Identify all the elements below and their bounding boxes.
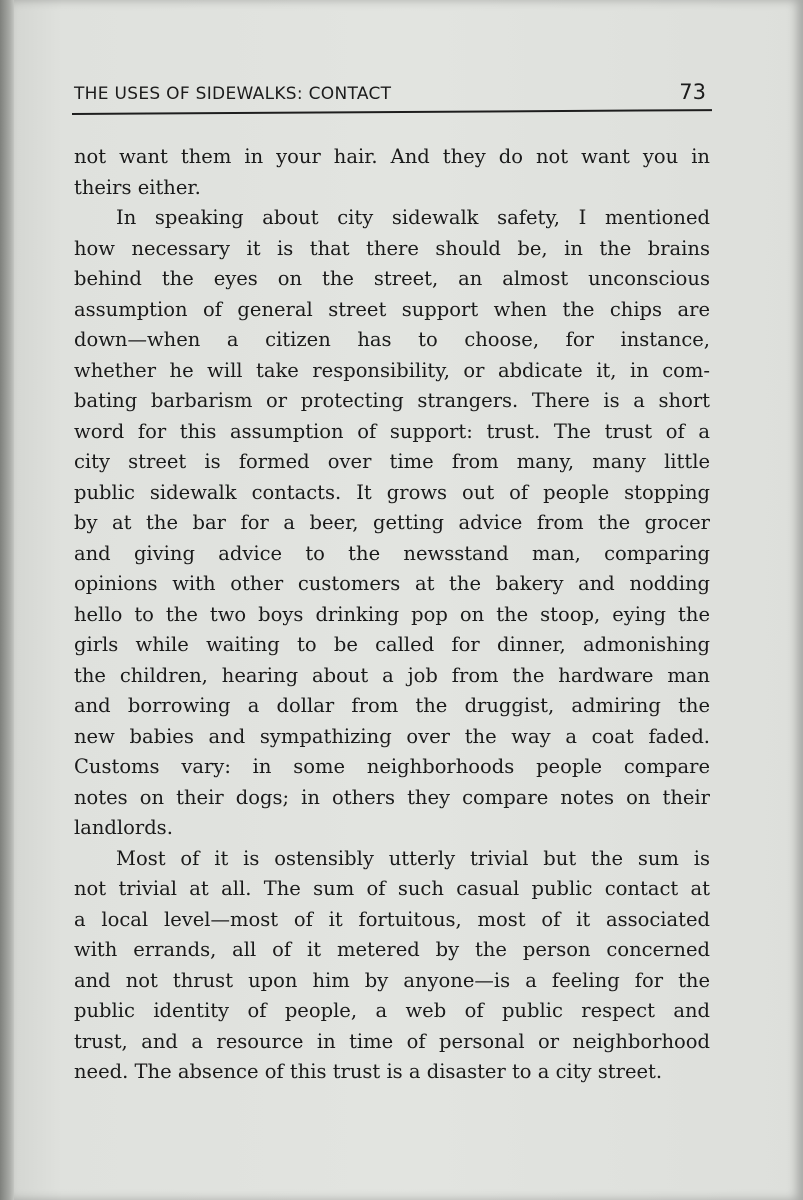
text-line: trust, and a resource in time of personal or neighborhood: [74, 1029, 710, 1053]
text-line: need. The absence of this trust is a disaster to a city street.: [74, 1060, 663, 1083]
text-line: public identity of people, a web of public respect and: [74, 999, 710, 1022]
text-line: Customs vary: in some neighborhoods people compare: [74, 755, 710, 778]
text-line: a local level—most of it fortuitous, most of it associated: [74, 907, 710, 931]
text-line: In speaking about city sidewalk safety, I mentioned: [116, 206, 710, 229]
text-line: with errands, all of it metered by the person concerned: [74, 938, 710, 961]
text-line: and giving advice to the newsstand man, comparing: [74, 541, 710, 565]
text-line: down—when a citizen has to choose, for instance,: [74, 328, 710, 351]
text-line: theirs either.: [74, 175, 201, 199]
text-line: how necessary it is that there should be, in the brains: [74, 236, 710, 260]
text-line: the children, hearing about a job from the hardware man: [74, 663, 710, 687]
text-line: hello to the two boys drinking pop on the stoop, eying the: [74, 602, 710, 626]
text-line: public sidewalk contacts. It grows out of people stopping: [74, 480, 710, 504]
text-line: not trivial at all. The sum of such casual public contact at: [74, 877, 710, 900]
text-line: city street is formed over time from many, many little: [74, 450, 710, 473]
text-line: word for this assumption of support: trust. The trust of a: [74, 419, 710, 443]
text-line: girls while waiting to be called for dinner, admonishing: [74, 633, 710, 656]
text-line: and not thrust upon him by anyone—is a feeling for the: [74, 968, 710, 992]
text-line: behind the eyes on the street, an almost unconscious: [74, 267, 710, 290]
text-line: new babies and sympathizing over the way a coat faded.: [74, 724, 710, 748]
text-line: bating barbarism or protecting strangers. There is a short: [74, 389, 710, 412]
body-text: [74, 142, 710, 1088]
paragraph-2: [74, 203, 710, 844]
text-line: by at the bar for a beer, getting advice from the grocer: [74, 511, 710, 534]
text-line: landlords.: [74, 816, 173, 839]
text-line: not want them in your hair. And they do not want you in: [74, 145, 710, 168]
text-line: notes on their dogs; in others they compare notes on their: [74, 785, 710, 809]
running-head: THE USES OF SIDEWALKS: CONTACT: [74, 84, 392, 104]
page-gutter-edge: [0, 0, 14, 1200]
text-line: Most of it is ostensibly utterly trivial but the sum is: [116, 846, 710, 870]
text-line: whether he will take responsibility, or abdicate it, in com-: [74, 358, 710, 382]
page-number: 73: [679, 80, 706, 104]
text-line: assumption of general street support when the chips are: [74, 297, 710, 321]
paragraph-3: [74, 844, 710, 1088]
text-line: opinions with other customers at the bakery and nodding: [74, 572, 710, 595]
page-header: [74, 78, 710, 112]
paragraph-1: [74, 142, 710, 203]
text-line: and borrowing a dollar from the druggist, admiring the: [74, 694, 710, 717]
